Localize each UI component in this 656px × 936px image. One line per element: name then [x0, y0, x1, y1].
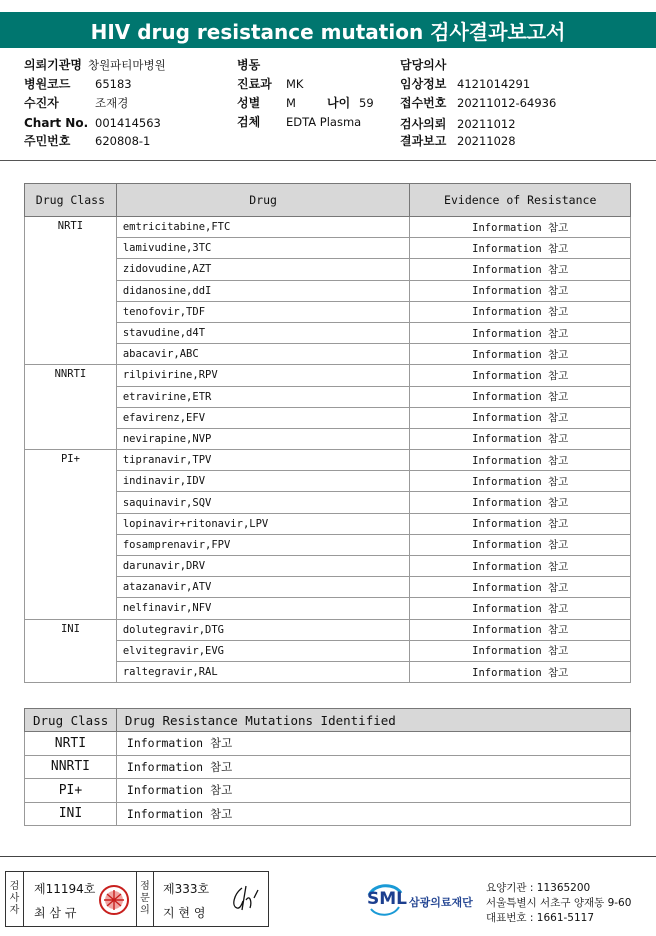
- sex-age-field: 성별 M 나이 59: [237, 96, 374, 110]
- evidence-cell: Information 참고: [410, 450, 631, 471]
- table-row: [25, 755, 631, 779]
- drug-class-cell: PI+: [25, 450, 117, 620]
- drug-cell: emtricitabine,FTC: [116, 217, 410, 238]
- mutation-cell: Information 참고: [116, 755, 630, 779]
- col-header-mutation-class: Drug Class: [25, 709, 117, 732]
- drug-cell: zidovudine,AZT: [116, 259, 410, 280]
- drug-cell: nelfinavir,NFV: [116, 598, 410, 619]
- drug-cell: rilpivirine,RPV: [116, 365, 410, 386]
- col-header-evidence: Evidence of Resistance: [410, 184, 631, 217]
- table-row: [25, 577, 631, 598]
- signature-box: [5, 871, 269, 927]
- drug-cell: saquinavir,SQV: [116, 492, 410, 513]
- evidence-cell: Information 참고: [410, 534, 631, 555]
- seal-stamp-icon: [98, 884, 130, 916]
- col-header-mutations: Drug Resistance Mutations Identified: [116, 709, 630, 732]
- resident-no-field: 주민번호 620808-1: [24, 134, 151, 148]
- approver-label: 점 문 의: [136, 872, 154, 926]
- drug-cell: elvitegravir,EVG: [116, 640, 410, 661]
- drug-cell: atazanavir,ATV: [116, 577, 410, 598]
- table-row: [25, 640, 631, 661]
- mutation-table-body: [25, 732, 631, 826]
- table-row: [25, 301, 631, 322]
- table-row: [25, 556, 631, 577]
- evidence-cell: Information 참고: [410, 556, 631, 577]
- evidence-cell: Information 참고: [410, 471, 631, 492]
- table-row: [25, 322, 631, 343]
- drug-class-cell: NNRTI: [25, 365, 117, 450]
- patient-info-block: [0, 56, 656, 156]
- evidence-cell: Information 참고: [410, 217, 631, 238]
- drug-cell: didanosine,ddI: [116, 280, 410, 301]
- lab-info: [486, 881, 631, 926]
- drug-cell: lopinavir+ritonavir,LPV: [116, 513, 410, 534]
- table-row: [25, 407, 631, 428]
- report-footer: [0, 856, 656, 936]
- table-row: [25, 450, 631, 471]
- evidence-cell: Information 참고: [410, 577, 631, 598]
- drug-cell: dolutegravir,DTG: [116, 619, 410, 640]
- drug-cell: fosamprenavir,FPV: [116, 534, 410, 555]
- evidence-cell: Information 참고: [410, 259, 631, 280]
- table-row: [25, 661, 631, 682]
- evidence-cell: Information 참고: [410, 428, 631, 449]
- drug-class-cell: INI: [25, 619, 117, 683]
- table-row: [25, 513, 631, 534]
- drug-cell: nevirapine,NVP: [116, 428, 410, 449]
- evidence-cell: Information 참고: [410, 407, 631, 428]
- sml-logo: [365, 879, 485, 919]
- institution-field: 의뢰기관명 창원파티마병원: [24, 58, 166, 72]
- resistance-table: [24, 183, 631, 683]
- table-row: [25, 344, 631, 365]
- mutation-cell: Information 참고: [116, 802, 630, 826]
- drug-cell: efavirenz,EFV: [116, 407, 410, 428]
- col-header-drug: Drug: [116, 184, 410, 217]
- specimen-field: 검체 EDTA Plasma: [237, 115, 362, 129]
- physician-field: 담당의사: [400, 58, 447, 72]
- examiner-license-no: 제11194호: [34, 882, 96, 896]
- examiner-name: 최 삼 규: [34, 906, 77, 920]
- drug-cell: tenofovir,TDF: [116, 301, 410, 322]
- approver-license-no: 제333호: [163, 882, 210, 896]
- header-divider: [0, 160, 656, 161]
- mutation-cell: Information 참고: [116, 779, 630, 803]
- mutation-class-cell: NRTI: [25, 732, 117, 756]
- drug-class-cell: NRTI: [25, 217, 117, 365]
- drug-cell: darunavir,DRV: [116, 556, 410, 577]
- lab-address: 서울특별시 서초구 양재동 9-60: [486, 897, 632, 909]
- report-title: HIV drug resistance mutation 검사결과보고서: [0, 12, 656, 48]
- drug-cell: lamivudine,3TC: [116, 238, 410, 259]
- mutation-class-cell: NNRTI: [25, 755, 117, 779]
- table-row: [25, 492, 631, 513]
- lab-phone: 대표번호 : 1661-5117: [486, 912, 595, 924]
- ward-field: 병동: [237, 58, 261, 72]
- evidence-cell: Information 참고: [410, 661, 631, 682]
- examiner-label: 검 사 자: [6, 872, 24, 926]
- request-date-field: 검사의뢰 20211012: [400, 117, 516, 131]
- drug-cell: abacavir,ABC: [116, 344, 410, 365]
- evidence-cell: Information 참고: [410, 513, 631, 534]
- table-row: [25, 217, 631, 238]
- foundation-name: 삼광의료재단: [409, 896, 473, 909]
- mutation-class-cell: INI: [25, 802, 117, 826]
- mutation-cell: Information 참고: [116, 732, 630, 756]
- table-row: [25, 238, 631, 259]
- drug-cell: indinavir,IDV: [116, 471, 410, 492]
- institution-code: 요양기관 : 11365200: [486, 882, 591, 894]
- evidence-cell: Information 참고: [410, 344, 631, 365]
- resistance-table-body: [25, 217, 631, 683]
- table-row: [25, 386, 631, 407]
- table-row: [25, 428, 631, 449]
- table-row: [25, 598, 631, 619]
- evidence-cell: Information 참고: [410, 598, 631, 619]
- recipient-field: 수진자 조재경: [24, 96, 129, 110]
- evidence-cell: Information 참고: [410, 280, 631, 301]
- evidence-cell: Information 참고: [410, 386, 631, 407]
- table-row: [25, 365, 631, 386]
- evidence-cell: Information 참고: [410, 492, 631, 513]
- table-row: [25, 619, 631, 640]
- receipt-no-field: 접수번호 20211012-64936: [400, 96, 557, 110]
- report-date-field: 결과보고 20211028: [400, 134, 516, 148]
- drug-cell: etravirine,ETR: [116, 386, 410, 407]
- approver-name: 지 현 영: [163, 906, 206, 920]
- hospital-code-field: 병원코드 65183: [24, 77, 132, 91]
- evidence-cell: Information 참고: [410, 365, 631, 386]
- table-row: [25, 779, 631, 803]
- table-row: [25, 471, 631, 492]
- drug-cell: raltegravir,RAL: [116, 661, 410, 682]
- evidence-cell: Information 참고: [410, 322, 631, 343]
- chart-no-field: Chart No. 001414563: [24, 116, 161, 130]
- table-row: [25, 732, 631, 756]
- col-header-drug-class: Drug Class: [25, 184, 117, 217]
- drug-cell: tipranavir,TPV: [116, 450, 410, 471]
- table-row: [25, 259, 631, 280]
- table-row: [25, 534, 631, 555]
- evidence-cell: Information 참고: [410, 301, 631, 322]
- mutation-class-cell: PI+: [25, 779, 117, 803]
- mutation-table: [24, 708, 631, 826]
- evidence-cell: Information 참고: [410, 640, 631, 661]
- department-field: 진료과 MK: [237, 77, 304, 91]
- clinical-info-field: 임상정보 4121014291: [400, 77, 531, 91]
- signature-icon: [228, 884, 264, 914]
- table-row: [25, 280, 631, 301]
- evidence-cell: Information 참고: [410, 238, 631, 259]
- table-row: [25, 802, 631, 826]
- evidence-cell: Information 참고: [410, 619, 631, 640]
- drug-cell: stavudine,d4T: [116, 322, 410, 343]
- logo-text: SML: [367, 889, 407, 909]
